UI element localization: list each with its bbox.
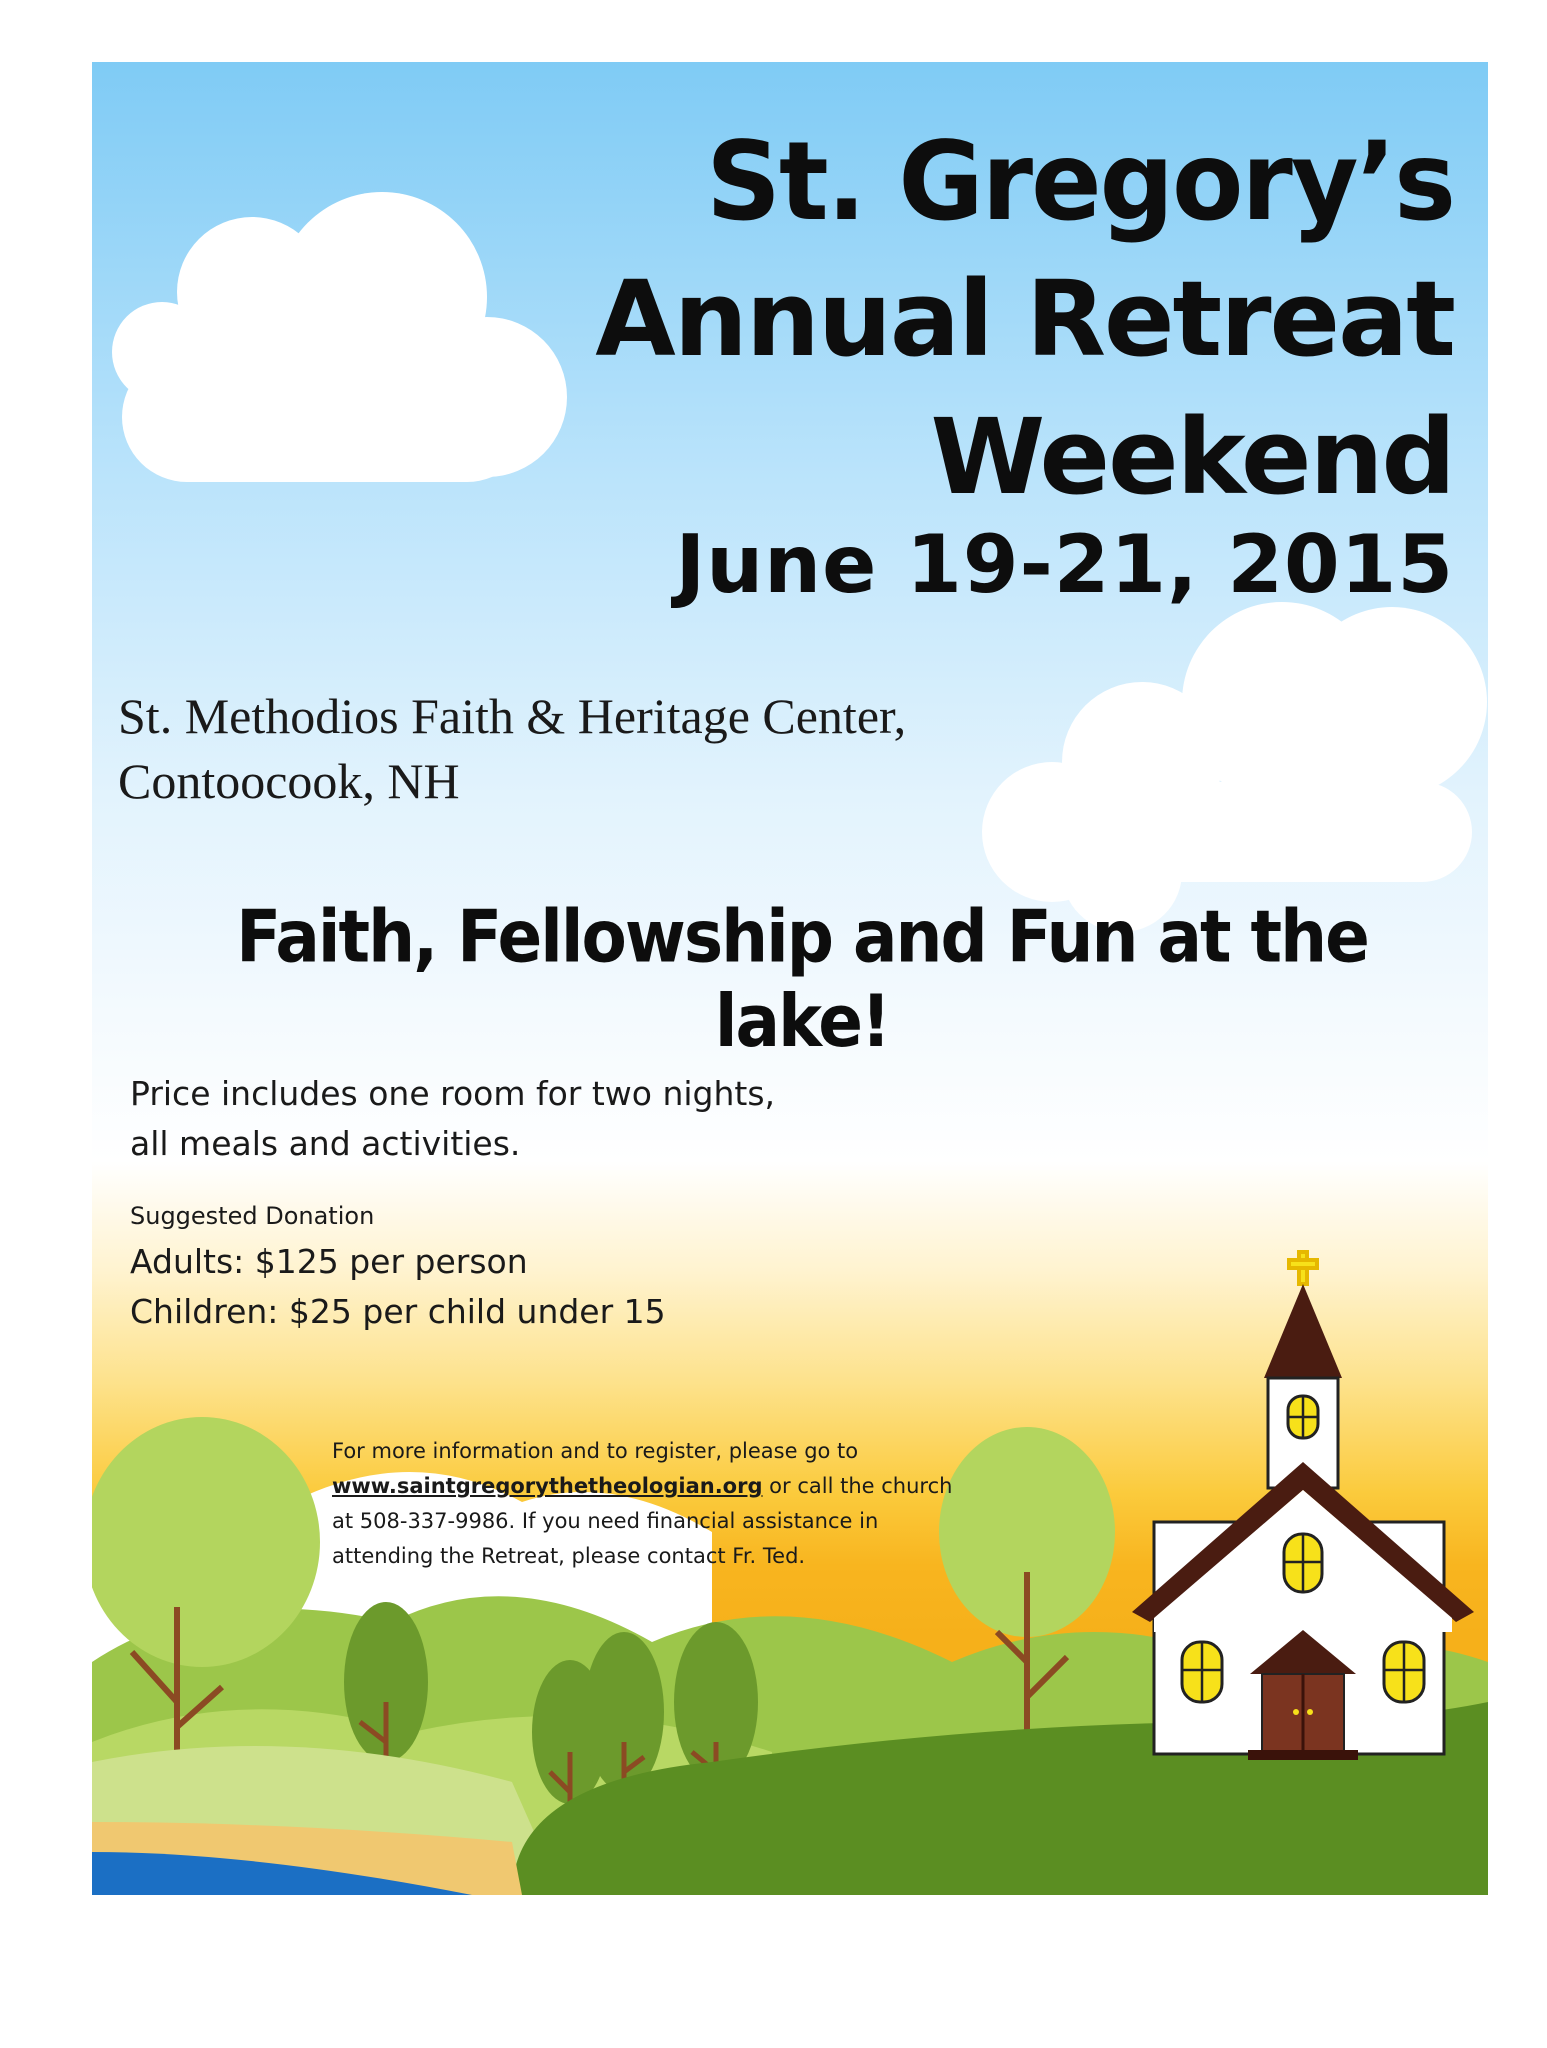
venue-name: St. Methodios Faith & Heritage Center, xyxy=(118,688,907,744)
info-line: attending the Retreat, please contact Fr. Ted. xyxy=(332,1544,806,1568)
cloud-icon xyxy=(982,602,1487,932)
venue-location: Contoocook, NH xyxy=(118,753,460,809)
info-line: For more information and to register, please go to xyxy=(332,1439,859,1463)
price-description-cont: all meals and activities. xyxy=(130,1124,521,1163)
cloud-icon xyxy=(112,192,567,482)
cross-icon xyxy=(1289,1252,1317,1284)
children-price: Children: $25 per child under 15 xyxy=(130,1292,666,1331)
retreat-flyer xyxy=(92,62,1488,1895)
title-line-1: St. Gregory’s xyxy=(706,116,1454,246)
church-icon xyxy=(1132,1252,1474,1760)
title-line-2: Annual Retreat xyxy=(595,258,1454,380)
price-description: Price includes one room for two nights, xyxy=(130,1074,776,1113)
contact-info xyxy=(332,1434,1032,1574)
donation-heading: Suggested Donation xyxy=(130,1202,375,1230)
adults-price: Adults: $125 per person xyxy=(130,1242,528,1281)
website-link[interactable]: www.saintgregorythetheologian.org xyxy=(332,1474,763,1498)
info-line: at 508-337-9986. If you need financial assistance in xyxy=(332,1509,879,1533)
event-date: June 19-21, 2015 xyxy=(675,518,1454,611)
info-line-suffix: or call the church xyxy=(762,1474,953,1498)
title-line-3: Weekend xyxy=(930,396,1454,518)
tagline: Faith, Fellowship and Fun at the lake! xyxy=(236,894,1368,1064)
info-line xyxy=(332,1469,1032,1504)
